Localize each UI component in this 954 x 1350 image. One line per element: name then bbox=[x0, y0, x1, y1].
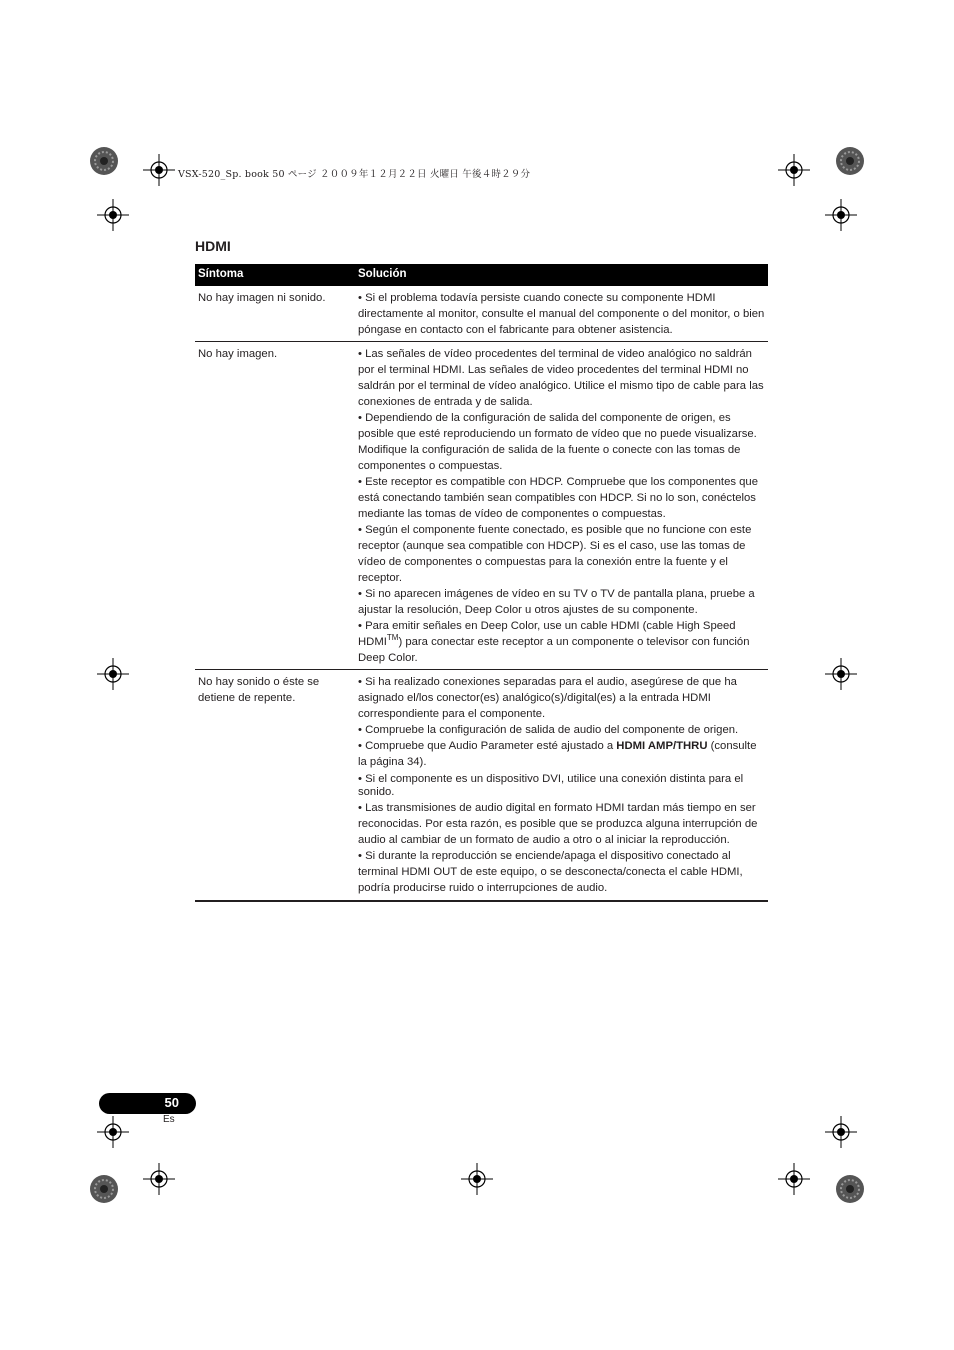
registration-target-icon bbox=[825, 199, 857, 231]
solution-item: • Si ha realizado conexiones separadas para el audio, asegúrese de que ha asignado el/los conector(es) analógico(s)/digital(es) a la entrada HDMI correspondiente para el componente. bbox=[358, 676, 737, 720]
solution-item: • Compruebe la configuración de salida de audio del componente de origen. bbox=[358, 724, 739, 736]
solution-item: • Si durante la reproducción se enciende/apaga el dispositivo conectado al terminal HDMI OUT de este equipo, o se desconecta/conecta el cable HDMI, podría producirse ruido o interrupciones de audio. bbox=[358, 850, 743, 894]
solution-cell bbox=[355, 286, 768, 342]
solution-item: • Según el componente fuente conectado, es posible que no funcione con este receptor (aunque sea compatible con HDCP). Si es el caso, use las tomas de vídeo de componentes o compuestas para la conexión entre la fuente y el receptor. bbox=[358, 524, 752, 584]
color-wheel-icon bbox=[835, 1174, 865, 1204]
page-language: Es bbox=[163, 1114, 175, 1125]
registration-target-icon bbox=[97, 199, 129, 231]
table-row bbox=[195, 670, 768, 902]
registration-target-icon bbox=[143, 154, 175, 186]
solution-item: • Dependiendo de la configuración de salida del componente de origen, es posible que esté reproduciendo un formato de vídeo que no puede visualizarse. Modifique la configuración de salida de la fuente o conecte con las tomas de componentes o compuestas. bbox=[358, 412, 757, 472]
color-wheel-icon bbox=[89, 1174, 119, 1204]
registration-target-icon bbox=[97, 1116, 129, 1148]
solution-item: • Si el componente es un dispositivo DVI, utilice una conexión distinta para el sonido. bbox=[358, 773, 744, 798]
registration-target-icon bbox=[778, 1163, 810, 1195]
solution-item: • Las transmisiones de audio digital en formato HDMI tardan más tiempo en ser reconocidas. Por esta razón, es posible que se produzca alguna interrupción de audio al cambiar de un formato de audio a otro o al iniciar la reproducción. bbox=[358, 802, 758, 846]
solution-item: • Este receptor es compatible con HDCP. Compruebe que los componentes que está conectando también sean compatibles con HDCP. Si no lo son, conéctelos mediante las tomas de vídeo de componentes o compuestas. bbox=[358, 476, 758, 520]
solution-cell bbox=[355, 670, 768, 902]
registration-target-icon bbox=[97, 658, 129, 690]
color-wheel-icon bbox=[89, 146, 119, 176]
registration-target-icon bbox=[461, 1163, 493, 1195]
page-number: 50 bbox=[164, 1095, 179, 1110]
column-header-symptom: Síntoma bbox=[195, 264, 355, 286]
solution-item bbox=[358, 618, 765, 666]
table-row bbox=[195, 342, 768, 670]
solution-item: • Las señales de vídeo procedentes del terminal de video analógico no saldrán por el terminal HDMI. Las señales de video procedentes del terminal HDMI no saldrán por el terminal de vídeo analógico. Utilice el mismo tipo de cable para las conexiones de entrada y de salida. bbox=[358, 348, 764, 408]
setting-name: HDMI AMP/THRU bbox=[616, 740, 708, 752]
registration-target-icon bbox=[825, 1116, 857, 1148]
table-header-row bbox=[195, 264, 768, 286]
print-header: VSX-520_Sp. book 50 ページ ２００９年１２月２２日 火曜日 午後４時２９分 bbox=[178, 169, 531, 180]
solution-item: • Si no aparecen imágenes de vídeo en su TV o TV de pantalla plana, pruebe a ajustar la resolución, Deep Color u otros ajustes de su componente. bbox=[358, 588, 755, 616]
audio-param-text: • Compruebe que Audio Parameter esté ajustado a bbox=[358, 740, 617, 752]
table-row bbox=[195, 286, 768, 342]
solution-item: • Si el problema todavía persiste cuando conecte su componente HDMI directamente al monitor, consulte el manual del componente o del monitor, o bien póngase en contacto con el fabricante para obtener asistencia. bbox=[358, 292, 765, 336]
deep-color-text: • Para emitir señales en Deep Color, use un cable HDMI (cable High Speed HDMI bbox=[358, 620, 736, 648]
symptom-cell: No hay imagen. bbox=[195, 342, 355, 670]
symptom-cell: No hay imagen ni sonido. bbox=[198, 292, 326, 304]
troubleshooting-table bbox=[195, 264, 768, 902]
registration-target-icon bbox=[143, 1163, 175, 1195]
section-title: HDMI bbox=[195, 238, 231, 254]
color-wheel-icon bbox=[835, 146, 865, 176]
deep-color-text: ) para conectar este receptor a un componente o televisor con función Deep Color. bbox=[358, 636, 750, 664]
column-header-solution: Solución bbox=[355, 264, 768, 286]
registration-target-icon bbox=[778, 154, 810, 186]
trademark-superscript: TM bbox=[386, 633, 399, 642]
solution-item bbox=[358, 738, 765, 770]
page-number-badge bbox=[99, 1093, 196, 1114]
solution-cell bbox=[355, 342, 768, 670]
audio-param-text: (consulte la página 34). bbox=[358, 740, 757, 768]
symptom-cell: No hay sonido o éste se detiene de repente. bbox=[195, 670, 355, 902]
registration-target-icon bbox=[825, 658, 857, 690]
